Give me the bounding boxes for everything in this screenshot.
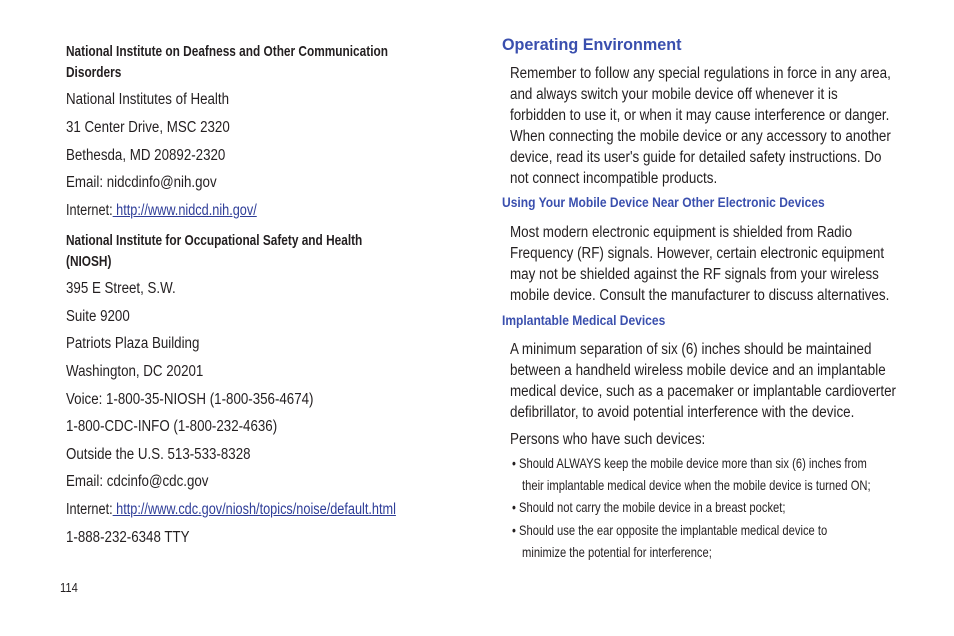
paragraph-line: not connect incompatible products. — [510, 170, 718, 187]
paragraph-line: device, read its user's guide for detailed safety instructions. Do — [510, 149, 882, 166]
paragraph-line: When connecting the mobile device or any accessory to another — [510, 128, 891, 145]
paragraph-line: may not be shielded against the RF signals from your wireless — [510, 266, 879, 283]
nidcd-address-line: 31 Center Drive, MSC 2320 — [66, 119, 230, 136]
niosh-address-line: 395 E Street, S.W. — [66, 280, 176, 297]
niosh-email: Email: cdcinfo@cdc.gov — [66, 473, 209, 490]
paragraph-line: Remember to follow any special regulations in force in any area, — [510, 65, 891, 82]
niosh-tty: 1-888-232-6348 TTY — [66, 529, 190, 546]
niosh-internet-label: Internet: — [66, 501, 113, 518]
niosh-heading-line1: National Institute for Occupational Safety and Health — [66, 232, 363, 249]
paragraph-line: and always switch your mobile device off whenever it is — [510, 86, 838, 103]
paragraph-line: A minimum separation of six (6) inches should be maintained — [510, 341, 872, 358]
bullet-item: • Should use the ear opposite the implantable medical device to — [512, 522, 828, 538]
subsection-title-medical-devices: Implantable Medical Devices — [502, 312, 666, 328]
niosh-address-line: Suite 9200 — [66, 308, 130, 325]
paragraph-line: mobile device. Consult the manufacturer to discuss alternatives. — [510, 287, 890, 304]
niosh-address-line: Washington, DC 20201 — [66, 363, 204, 380]
bullet-item: • Should ALWAYS keep the mobile device more than six (6) inches from — [512, 455, 867, 471]
bullet-item-continuation: their implantable medical device when the mobile device is turned ON; — [522, 477, 871, 493]
section-title-operating-environment: Operating Environment — [502, 35, 682, 54]
persons-intro-line: Persons who have such devices: — [510, 431, 706, 448]
paragraph-line: Most modern electronic equipment is shielded from Radio — [510, 224, 853, 241]
nidcd-address-line: National Institutes of Health — [66, 91, 230, 108]
niosh-cdc-phone: 1-800-CDC-INFO (1-800-232-4636) — [66, 418, 278, 435]
nidcd-address-line: Bethesda, MD 20892-2320 — [66, 147, 226, 164]
nidcd-email: Email: nidcdinfo@nih.gov — [66, 174, 217, 191]
nidcd-heading-line2: Disorders — [66, 64, 122, 81]
bullet-item: • Should not carry the mobile device in a breast pocket; — [512, 499, 786, 515]
niosh-intl-phone: Outside the U.S. 513-533-8328 — [66, 446, 251, 463]
subsection-title-electronic-devices: Using Your Mobile Device Near Other Electronic Devices — [502, 194, 825, 210]
bullet-item-continuation: minimize the potential for interference; — [522, 544, 712, 560]
paragraph-line: between a handheld wireless mobile device and an implantable — [510, 362, 886, 379]
niosh-address-line: Patriots Plaza Building — [66, 335, 200, 352]
paragraph-line: forbidden to use it, or when it may cause interference or danger. — [510, 107, 890, 124]
paragraph-line: defibrillator, to avoid potential interference with the device. — [510, 404, 855, 421]
nidcd-website-link[interactable]: http://www.nidcd.nih.gov/ — [112, 202, 257, 219]
page-number: 114 — [60, 580, 78, 595]
paragraph-line: medical device, such as a pacemaker or implantable cardioverter — [510, 383, 897, 400]
nidcd-internet-label: Internet: — [66, 202, 113, 219]
niosh-website-link[interactable]: http://www.cdc.gov/niosh/topics/noise/default.html — [112, 501, 396, 518]
paragraph-line: Frequency (RF) signals. However, certain electronic equipment — [510, 245, 885, 262]
niosh-voice-phone: Voice: 1-800-35-NIOSH (1-800-356-4674) — [66, 391, 314, 408]
niosh-heading-line2: (NIOSH) — [66, 253, 112, 270]
nidcd-heading-line1: National Institute on Deafness and Other Communication — [66, 43, 388, 60]
